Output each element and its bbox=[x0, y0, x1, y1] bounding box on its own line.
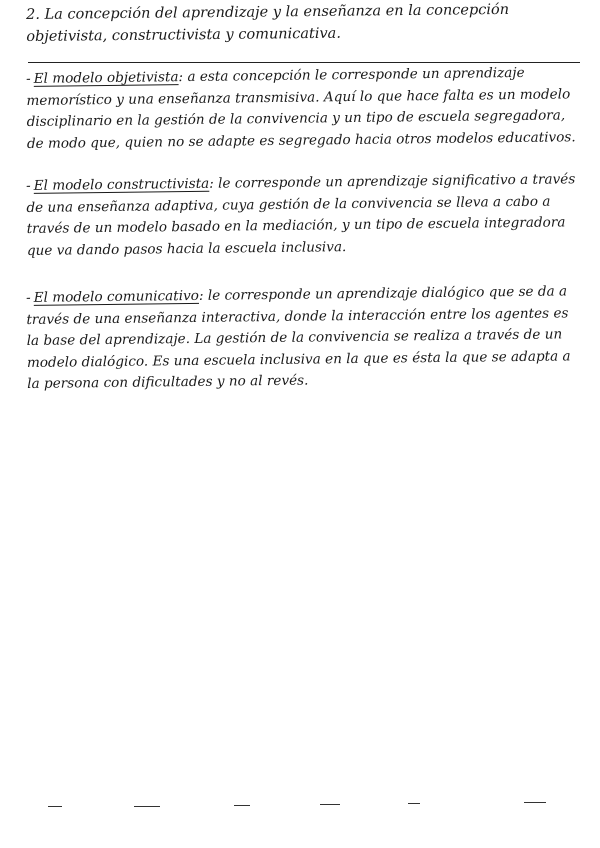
section-term: El modelo comunicativo bbox=[33, 287, 200, 306]
section-constructivista bbox=[26, 169, 583, 262]
section-dash: - bbox=[26, 177, 31, 194]
section-body: : le corresponde un aprendizaje significativo a través de una enseñanza adaptiva, cuya gestión de la convivencia se lleva a cabo a través de un modelo basado en la mediación, y un tipo de escuela integradora que va dando pasos hacia la escuela inclusiva. bbox=[26, 171, 576, 259]
section-term: El modelo objetivista bbox=[33, 69, 179, 87]
footer-mark bbox=[320, 804, 340, 805]
footer-mark bbox=[408, 803, 420, 804]
footer-mark bbox=[48, 806, 62, 807]
footer-mark bbox=[524, 802, 546, 803]
page-heading: 2. La concepción del aprendizaje y la enseñanza en la concepción objetivista, constructivista y comunicativa. bbox=[26, 1, 510, 45]
section-dash: - bbox=[26, 289, 31, 306]
section-term: El modelo constructivista bbox=[33, 175, 210, 194]
section-objetivista bbox=[26, 62, 583, 155]
footer-mark bbox=[234, 805, 250, 806]
section-body: : a esta concepción le corresponde un aprendizaje memorístico y una enseñanza transmisiva. Aquí lo que hace falta es un modelo disciplinario en la gestión de la convivencia y un tipo de escuela segregadora, de modo que, quien no se adapte es segregado hacia otros modelos educativos. bbox=[26, 64, 576, 152]
footer-marks bbox=[0, 800, 600, 812]
footer-mark bbox=[134, 806, 160, 807]
section-dash: - bbox=[26, 70, 31, 87]
section-comunicativo bbox=[26, 281, 583, 395]
section-body: : le corresponde un aprendizaje dialógico que se da a través de una enseñanza interactiva, donde la interacción entre los agentes es la base del aprendizaje. La gestión de la convivencia se realiza a través de un modelo dialógico. Es una escuela inclusiva en la que es ésta la que se adapta a la persona con dificultades y no al revés. bbox=[26, 283, 571, 392]
